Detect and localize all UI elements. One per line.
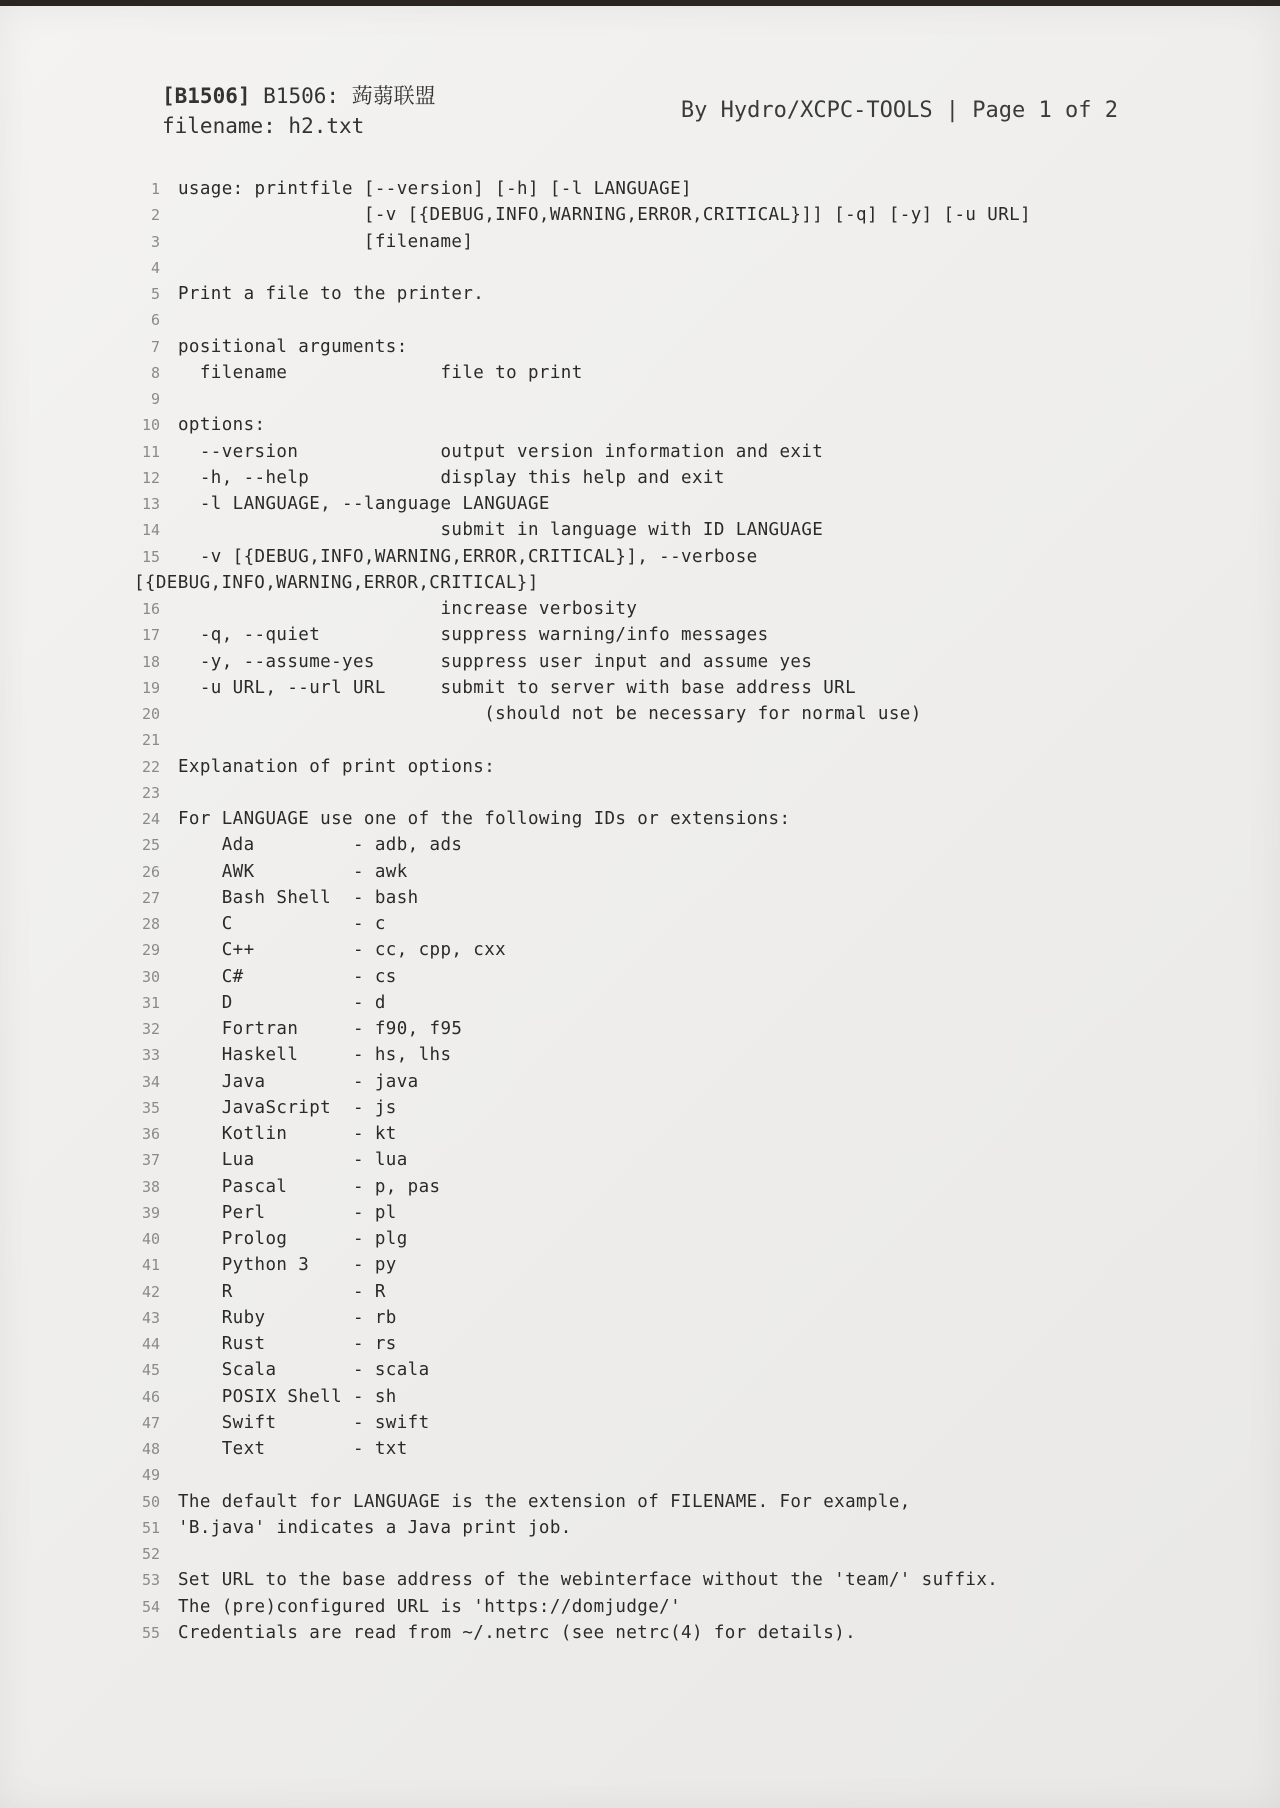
- listing-line: [128, 1042, 1128, 1068]
- listing-line: [128, 1121, 1128, 1147]
- listing-line: [128, 964, 1128, 990]
- listing-line: [128, 465, 1128, 491]
- listing-line: [128, 649, 1128, 675]
- listing-line: [128, 1174, 1128, 1200]
- listing-line: [128, 990, 1128, 1016]
- line-number: 46: [141, 1387, 160, 1406]
- line-number: 37: [141, 1151, 160, 1170]
- line-text: submit in language with ID LANGUAGE: [178, 520, 824, 541]
- listing-line: [128, 1489, 1128, 1515]
- listing-line: [128, 176, 1128, 202]
- listing-line: [128, 202, 1128, 228]
- line-number: 19: [141, 678, 160, 697]
- page-header: [162, 82, 1122, 140]
- printed-page: [0, 6, 1280, 1808]
- line-text: Fortran - f90, f95: [178, 1019, 463, 1040]
- line-text: The (pre)configured URL is 'https://domjudge/': [178, 1596, 682, 1617]
- line-number: 27: [141, 888, 160, 907]
- line-number: 35: [141, 1098, 160, 1117]
- line-number: 50: [141, 1492, 160, 1511]
- listing-line: [128, 412, 1128, 438]
- line-text: Java - java: [178, 1071, 419, 1092]
- listing-line: [128, 1147, 1128, 1173]
- line-number: 8: [150, 363, 160, 382]
- listing-line: [128, 1436, 1128, 1462]
- listing-line: [128, 701, 1128, 727]
- line-text: -q, --quiet suppress warning/info messages: [178, 625, 769, 646]
- line-number: 45: [141, 1361, 160, 1380]
- line-number: 32: [141, 1020, 160, 1039]
- line-number: 2: [150, 206, 160, 225]
- line-text: usage: printfile [--version] [-h] [-l LANGUAGE]: [178, 179, 692, 200]
- listing-line: [128, 1331, 1128, 1357]
- line-text: Text - txt: [178, 1439, 408, 1460]
- line-number: 48: [141, 1440, 160, 1459]
- line-number: 10: [141, 416, 160, 435]
- listing-line: [128, 911, 1128, 937]
- line-number: 51: [141, 1518, 160, 1537]
- listing-line: [128, 937, 1128, 963]
- line-number: 39: [141, 1203, 160, 1222]
- line-text: Bash Shell - bash: [178, 887, 419, 908]
- line-text: Print a file to the printer.: [178, 284, 485, 305]
- line-text: AWK - awk: [178, 861, 408, 882]
- line-number: 15: [141, 547, 160, 566]
- line-number: 1: [150, 180, 160, 199]
- problem-code: [B1506]: [162, 84, 251, 108]
- line-number: 54: [141, 1597, 160, 1616]
- listing-line: [128, 1567, 1128, 1593]
- listing-line: [128, 386, 1128, 412]
- line-text: Lua - lua: [178, 1150, 408, 1171]
- line-text: Pascal - p, pas: [178, 1176, 441, 1197]
- line-text: options:: [178, 415, 266, 436]
- line-number: 6: [150, 311, 160, 330]
- line-text: C# - cs: [178, 966, 397, 987]
- listing-line: [128, 754, 1128, 780]
- filename-label: filename: h2.txt: [162, 114, 365, 138]
- line-text: Perl - pl: [178, 1202, 397, 1223]
- listing-line: [128, 1462, 1128, 1488]
- line-number: 30: [141, 967, 160, 986]
- listing-line: [128, 439, 1128, 465]
- listing-line: [128, 255, 1128, 281]
- line-text: Ruby - rb: [178, 1307, 397, 1328]
- line-text: Haskell - hs, lhs: [178, 1045, 452, 1066]
- line-number: 17: [141, 626, 160, 645]
- line-number: 34: [141, 1072, 160, 1091]
- line-number: 21: [141, 731, 160, 750]
- line-text: Ada - adb, ads: [178, 835, 463, 856]
- line-text: The default for LANGUAGE is the extension of FILENAME. For example,: [178, 1491, 911, 1512]
- line-number: 40: [141, 1230, 160, 1249]
- line-number: 29: [141, 941, 160, 960]
- line-text: [-v [{DEBUG,INFO,WARNING,ERROR,CRITICAL}]] [-q] [-y] [-u URL]: [178, 205, 1031, 226]
- line-number: 24: [141, 810, 160, 829]
- line-text: Explanation of print options:: [178, 756, 496, 777]
- line-number: 31: [141, 993, 160, 1012]
- line-text: C - c: [178, 914, 386, 935]
- listing-line: [128, 1226, 1128, 1252]
- listing-line: [128, 727, 1128, 753]
- listing-line: [128, 1305, 1128, 1331]
- line-number: 53: [141, 1571, 160, 1590]
- listing-line: [128, 229, 1128, 255]
- line-text: -v [{DEBUG,INFO,WARNING,ERROR,CRITICAL}], --verbose: [178, 546, 758, 567]
- line-number: 47: [141, 1413, 160, 1432]
- listing-line: [128, 1541, 1128, 1567]
- line-number: 26: [141, 862, 160, 881]
- listing-line: [128, 1357, 1128, 1383]
- listing-line: [128, 281, 1128, 307]
- listing-line: [128, 1384, 1128, 1410]
- line-text: [{DEBUG,INFO,WARNING,ERROR,CRITICAL}]: [134, 572, 539, 593]
- line-text: Kotlin - kt: [178, 1124, 397, 1145]
- line-number: 11: [141, 442, 160, 461]
- line-text: -u URL, --url URL submit to server with base address URL: [178, 677, 857, 698]
- line-text: Scala - scala: [178, 1360, 430, 1381]
- line-number: 42: [141, 1282, 160, 1301]
- line-number: 38: [141, 1177, 160, 1196]
- page-info: By Hydro/XCPC-TOOLS | Page 1 of 2: [680, 98, 1118, 123]
- line-text: positional arguments:: [178, 336, 408, 357]
- listing-line: [128, 859, 1128, 885]
- line-number: 3: [150, 232, 160, 251]
- listing-line: [128, 517, 1128, 543]
- listing-line: [128, 780, 1128, 806]
- line-text: D - d: [178, 992, 386, 1013]
- line-number: 4: [150, 258, 160, 277]
- line-text: Prolog - plg: [178, 1229, 408, 1250]
- line-text: R - R: [178, 1281, 386, 1302]
- line-text: 'B.java' indicates a Java print job.: [178, 1517, 572, 1538]
- line-number: 14: [141, 521, 160, 540]
- line-text: -l LANGUAGE, --language LANGUAGE: [178, 494, 550, 515]
- line-text: -y, --assume-yes suppress user input and assume yes: [178, 651, 813, 672]
- listing-line: [128, 334, 1128, 360]
- line-text: For LANGUAGE use one of the following IDs or extensions:: [178, 809, 791, 830]
- problem-title: B1506: 蒟蒻联盟: [263, 84, 436, 108]
- line-number: 25: [141, 836, 160, 855]
- listing-line: [128, 1252, 1128, 1278]
- line-text: C++ - cc, cpp, cxx: [178, 940, 507, 961]
- listing-line: [128, 1016, 1128, 1042]
- line-number: 52: [141, 1545, 160, 1564]
- listing-line: [128, 1069, 1128, 1095]
- line-number: 43: [141, 1308, 160, 1327]
- line-number: 33: [141, 1046, 160, 1065]
- line-text: filename file to print: [178, 362, 583, 383]
- line-number: 16: [141, 600, 160, 619]
- listing-line: [128, 1410, 1128, 1436]
- line-number: 20: [141, 705, 160, 724]
- listing-line: [128, 1095, 1128, 1121]
- listing-line: [128, 832, 1128, 858]
- listing-line: [128, 307, 1128, 333]
- line-text: POSIX Shell - sh: [178, 1386, 397, 1407]
- listing-line: [128, 1200, 1128, 1226]
- listing-line: [128, 570, 1128, 596]
- listing-line: [128, 1594, 1128, 1620]
- line-number: 18: [141, 652, 160, 671]
- line-number: 12: [141, 468, 160, 487]
- line-number: 36: [141, 1125, 160, 1144]
- line-text: Set URL to the base address of the webinterface without the 'team/' suffix.: [178, 1570, 999, 1591]
- line-number: 13: [141, 495, 160, 514]
- line-text: [filename]: [178, 231, 474, 252]
- listing-line: [128, 596, 1128, 622]
- listing-line: [128, 1515, 1128, 1541]
- line-number: 28: [141, 915, 160, 934]
- line-text: Credentials are read from ~/.netrc (see netrc(4) for details).: [178, 1622, 857, 1643]
- line-number: 9: [150, 390, 160, 409]
- line-number: 22: [141, 757, 160, 776]
- listing-line: [128, 806, 1128, 832]
- listing-line: [128, 1620, 1128, 1646]
- line-number: 5: [150, 285, 160, 304]
- listing-line: [128, 491, 1128, 517]
- line-text: Swift - swift: [178, 1412, 430, 1433]
- line-number: 55: [141, 1623, 160, 1642]
- line-text: Python 3 - py: [178, 1255, 397, 1276]
- listing-line: [128, 544, 1128, 570]
- listing-line: [128, 1279, 1128, 1305]
- listing-line: [128, 360, 1128, 386]
- listing-line: [128, 675, 1128, 701]
- line-text: -h, --help display this help and exit: [178, 467, 725, 488]
- line-number: 49: [141, 1466, 160, 1485]
- line-text: Rust - rs: [178, 1334, 397, 1355]
- line-text: (should not be necessary for normal use): [178, 704, 922, 725]
- line-number: 41: [141, 1256, 160, 1275]
- line-number: 23: [141, 783, 160, 802]
- listing-line: [128, 885, 1128, 911]
- line-text: JavaScript - js: [178, 1097, 397, 1118]
- line-number: 44: [141, 1335, 160, 1354]
- listing-line: [128, 622, 1128, 648]
- code-listing: [128, 176, 1128, 1646]
- line-number: 7: [150, 337, 160, 356]
- line-text: increase verbosity: [178, 599, 638, 620]
- line-text: --version output version information and exit: [178, 441, 824, 462]
